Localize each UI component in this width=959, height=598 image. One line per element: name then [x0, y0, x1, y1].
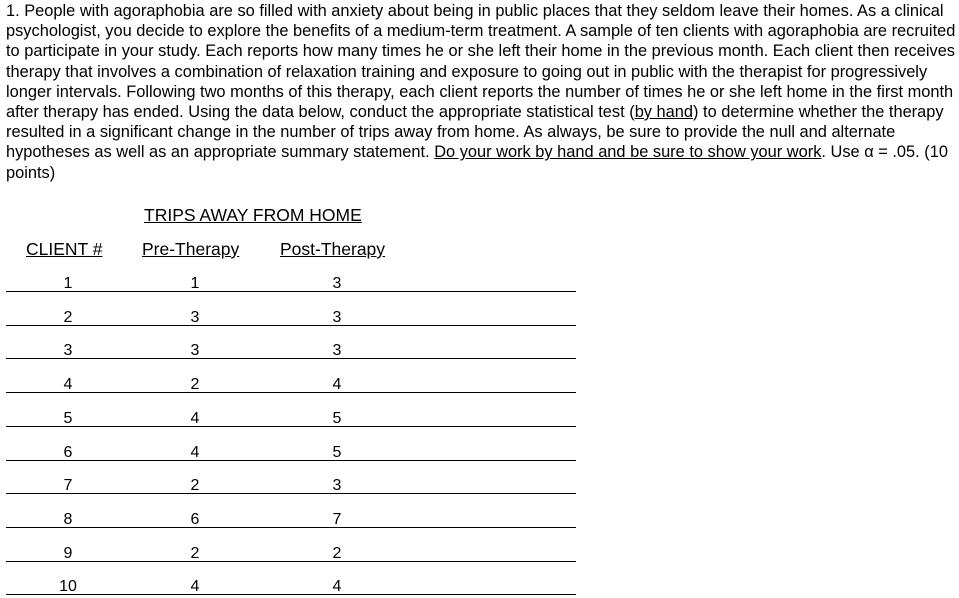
cell-post-therapy: 5: [332, 409, 342, 427]
cell-post-therapy: 2: [332, 544, 342, 562]
cell-post-therapy: 3: [332, 477, 342, 495]
header-client: CLIENT #: [26, 239, 103, 259]
question-body-part1: People with agoraphobia are so filled with anxiety about being in public places that they seldom leave their homes. As a clinical psychologist, you decide to explore the benefits of a medium-term treatment. A sample of ten clients with agoraphobia are recruited to participate in your study. Each reports how many times he or she left their home in the previous month. Each client then receives therapy that involves a combination of relaxation training and exposure to going out in public with the therapist for progressively longer intervals. Following two months of this therapy, each client reports the number of times he or she left home in the first month after therapy has ended. Using the data below, conduct the appropriate statistical test (: [6, 2, 956, 122]
table-title: TRIPS AWAY FROM HOME: [144, 205, 362, 225]
cell-post-therapy: 4: [332, 376, 342, 394]
question-body-part2: ) to determine whether the therapy resulted in a significant change in the number of trips away from home. As always, be sure to provide the null and alternate hypotheses as well as an appropriate summary statement.: [6, 103, 944, 162]
cell-post-therapy: 5: [332, 443, 342, 461]
table-row: [6, 407, 576, 427]
table-row: [6, 575, 576, 595]
cell-post-therapy: 3: [332, 275, 342, 292]
cell-pre-therapy: 1: [190, 275, 200, 292]
cell-pre-therapy: 2: [190, 376, 200, 394]
cell-pre-therapy: 3: [190, 342, 200, 360]
table-row: [6, 441, 576, 461]
cell-client: 10: [59, 578, 77, 596]
cell-pre-therapy: 2: [190, 544, 200, 562]
table-row: [6, 373, 576, 393]
question-body-part3: . Use: [821, 143, 865, 162]
cell-client: 9: [63, 544, 73, 562]
table-row: [6, 339, 576, 359]
table-row: [6, 542, 576, 562]
cell-client: 1: [63, 275, 73, 292]
table-row: [6, 272, 576, 292]
question-number: 1.: [6, 2, 20, 20]
cell-client: 3: [63, 342, 73, 360]
question-text: [6, 1, 956, 183]
table-row: [6, 306, 576, 326]
cell-post-therapy: 3: [332, 308, 342, 326]
cell-pre-therapy: 4: [190, 409, 200, 427]
cell-pre-therapy: 4: [190, 443, 200, 461]
cell-pre-therapy: 2: [190, 477, 200, 495]
cell-post-therapy: 4: [332, 578, 342, 596]
show-work-instruction: Do your work by hand and be sure to show your work: [434, 143, 822, 162]
cell-client: 4: [63, 376, 73, 394]
cell-post-therapy: 3: [332, 342, 342, 360]
cell-client: 5: [63, 409, 73, 427]
cell-client: 6: [63, 443, 73, 461]
by-hand-emphasis: by hand: [634, 103, 694, 122]
cell-pre-therapy: 4: [190, 578, 200, 596]
cell-client: 8: [63, 510, 73, 528]
alpha-symbol: α: [864, 143, 874, 162]
cell-client: 2: [63, 308, 73, 326]
cell-pre-therapy: 3: [190, 308, 200, 326]
table-row: [6, 474, 576, 494]
table-row: [6, 508, 576, 528]
header-post-therapy: Post-Therapy: [280, 239, 386, 259]
cell-client: 7: [63, 477, 73, 495]
header-pre-therapy: Pre-Therapy: [142, 239, 240, 259]
cell-post-therapy: 7: [332, 510, 342, 528]
question-body-part4: = .05. (10 points): [6, 143, 948, 182]
cell-pre-therapy: 6: [190, 510, 200, 528]
